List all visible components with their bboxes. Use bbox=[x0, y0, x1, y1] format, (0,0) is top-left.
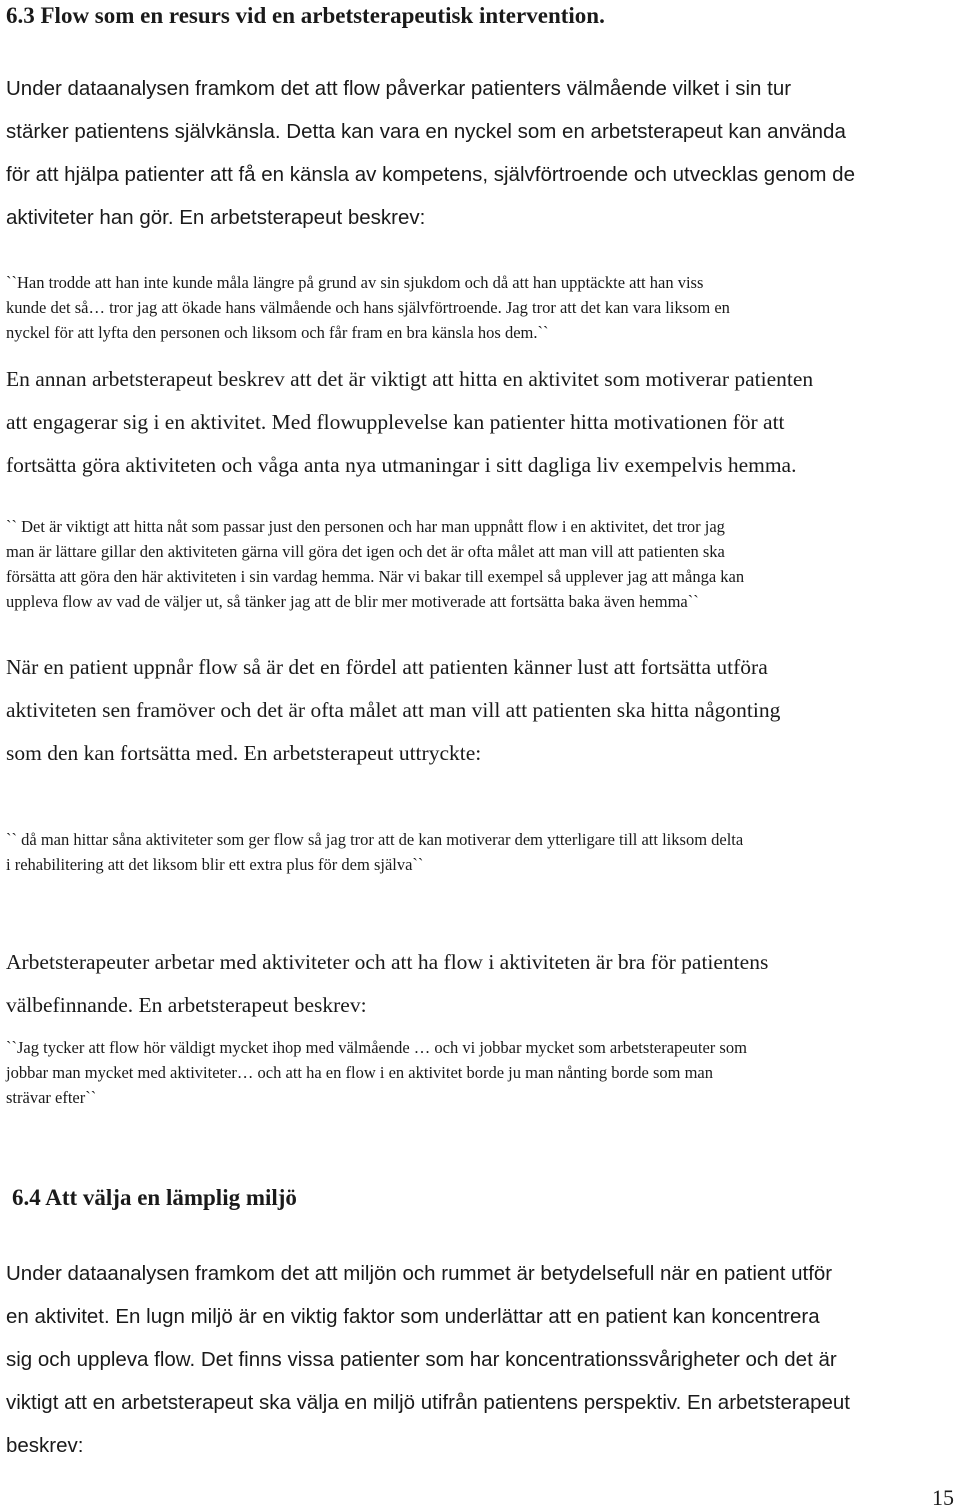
quote-baking bbox=[6, 514, 954, 614]
quote-line: i rehabilitering att det liksom blir ett extra plus för dem själva`` bbox=[6, 855, 424, 874]
quote-rehabilitation bbox=[6, 827, 954, 877]
text-line: som den kan fortsätta med. En arbetsterapeut uttryckte: bbox=[6, 741, 482, 765]
quote-line: uppleva flow av vad de väljer ut, så tänker jag att de blir mer motiverade att fortsätta baka även hemma`` bbox=[6, 592, 699, 611]
quote-line: ``Jag tycker att flow hör väldigt mycket ihop med välmående … och vi jobbar mycket som arbetsterapeuter som bbox=[6, 1038, 747, 1057]
text-line: viktigt att en arbetsterapeut ska välja en miljö utifrån patientens perspektiv. En arbetsterapeut bbox=[6, 1391, 851, 1414]
text-line: fortsätta göra aktiviteten och våga anta nya utmaningar i sitt dagliga liv exempelvis hemma. bbox=[6, 453, 797, 477]
text-line: Under dataanalysen framkom det att flow påverkar patienters välmående vilket i sin tur bbox=[6, 77, 792, 100]
text-line: Arbetsterapeuter arbetar med aktiviteter och att ha flow i aktiviteten är bra för patientens bbox=[6, 950, 769, 974]
text-line: att engagerar sig i en aktivitet. Med flowupplevelse kan patienter hitta motivationen för att bbox=[6, 410, 785, 434]
section-heading-6-4: 6.4 Att välja en lämplig miljö bbox=[12, 1185, 297, 1210]
text-line: Under dataanalysen framkom det att miljön och rummet är betydelsefull när en patient utför bbox=[6, 1262, 833, 1285]
quote-line: man är lättare gillar den aktiviteten gärna vill göra det igen och det är ofta målet att man vill att patienten ska bbox=[6, 542, 725, 561]
paragraph-environment bbox=[6, 1252, 951, 1467]
quote-line: strävar efter`` bbox=[6, 1088, 97, 1107]
quote-line: kunde det så… tror jag att ökade hans välmående och hans självförtroende. Jag tror att det kan vara liksom en bbox=[6, 298, 730, 317]
text-line: välbefinnande. En arbetsterapeut beskrev: bbox=[6, 993, 367, 1017]
quote-line: `` då man hittar såna aktiviteter som ger flow så jag tror att de kan motiverar dem ytterligare till att liksom delta bbox=[6, 830, 744, 849]
paragraph-continue-activity bbox=[6, 646, 951, 775]
quote-wellbeing bbox=[6, 1035, 954, 1110]
quote-line: `` Det är viktigt att hitta nåt som passar just den personen och har man uppnått flow i en aktivitet, det tror jag bbox=[6, 517, 725, 536]
text-line: sig och uppleva flow. Det finns vissa patienter som har koncentrationssvårigheter och det är bbox=[6, 1348, 837, 1371]
page-number: 15 bbox=[932, 1485, 954, 1510]
paragraph-flow-self-esteem bbox=[6, 67, 951, 239]
quote-line: försätta att göra den här aktiviteten i sin vardag hemma. När vi bakar till exempel så upplever jag att många kan bbox=[6, 567, 745, 586]
text-line: för att hjälpa patienter att få en känsla av kompetens, självförtroende och utvecklas genom de bbox=[6, 163, 855, 186]
section-heading-6-3: 6.3 Flow som en resurs vid en arbetsterapeutisk intervention. bbox=[6, 3, 605, 28]
text-line: stärker patientens självkänsla. Detta kan vara en nyckel som en arbetsterapeut kan använda bbox=[6, 120, 846, 143]
text-line: aktiviteter han gör. En arbetsterapeut beskrev: bbox=[6, 206, 426, 229]
text-line: beskrev: bbox=[6, 1434, 84, 1457]
paragraph-wellbeing bbox=[6, 941, 951, 1027]
text-line: aktiviteten sen framöver och det är ofta målet att man vill att patienten ska hitta någonting bbox=[6, 698, 781, 722]
paragraph-motivation bbox=[6, 358, 951, 487]
text-line: en aktivitet. En lugn miljö är en viktig faktor som underlättar att en patient kan koncentrera bbox=[6, 1305, 820, 1328]
quote-line: nyckel för att lyfta den personen och liksom och får fram en bra känsla hos dem.`` bbox=[6, 323, 549, 342]
text-line: När en patient uppnår flow så är det en fördel att patienten känner lust att fortsätta utföra bbox=[6, 655, 768, 679]
quote-painting bbox=[6, 270, 954, 345]
quote-line: jobbar man mycket med aktiviteter… och att ha en flow i en aktivitet borde ju man nånting borde som man bbox=[6, 1063, 714, 1082]
text-line: En annan arbetsterapeut beskrev att det är viktigt att hitta en aktivitet som motiverar patienten bbox=[6, 367, 814, 391]
quote-line: ``Han trodde att han inte kunde måla längre på grund av sin sjukdom och då att han upptäckte att han viss bbox=[6, 273, 704, 292]
